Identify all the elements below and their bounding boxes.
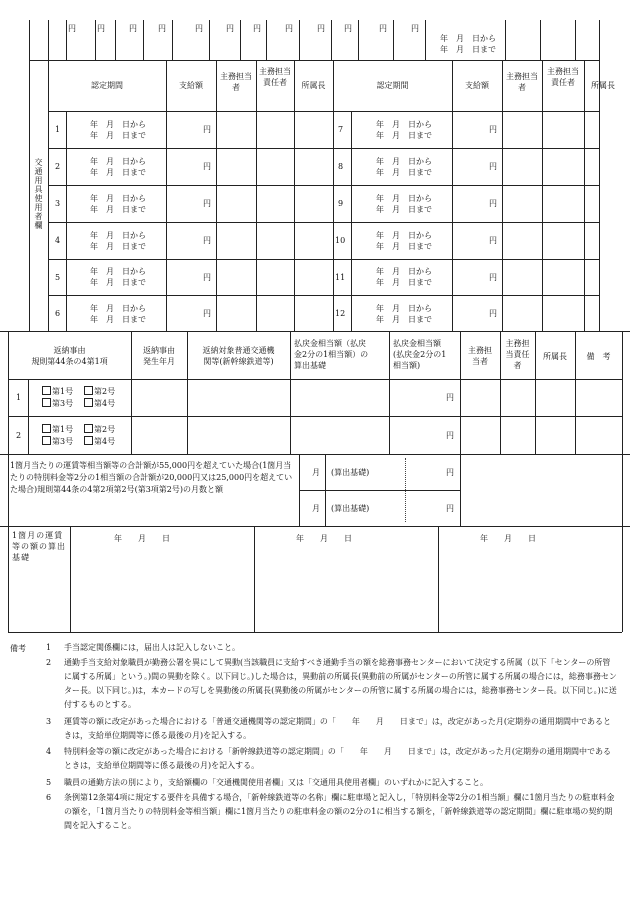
header-staff: 主務担当者	[220, 72, 252, 92]
header-subject: 返納対象普通交通機 関等(新幹線鉄道等)	[202, 346, 275, 366]
header-amount: 支給額	[179, 81, 203, 90]
period-from: 年 月 日から	[440, 34, 496, 43]
yen-label: 円	[285, 24, 293, 33]
header-chief: 所属長	[543, 352, 567, 361]
yen-label: 円	[158, 24, 166, 33]
checkbox-icon	[42, 436, 51, 445]
header-staff: 主務担 当者	[468, 346, 492, 366]
note-item: 2 通勤手当支給対象職員が勤務公署を異にして異動(当該職員に支給すべき通勤手当の額を総務事務センターにおいて決定する所属（以下「センターの所管に属する所属」という。)間の異動を除く。以下同じ。)した場合は，異動前の所属長(異動前の所属がセンターの所管に属する所属の場合には，総務事務センター長。以下同じ。)は，本カードの写しを異動後の所属長(異動後の所属がセンターの所管に属する所属の場合には，総務事務センター長。以下同じ。)に送付するものとする。	[46, 658, 617, 709]
yen-label: 円	[253, 24, 261, 33]
note-item: 3 運賃等の額に改定があった場合における「普通交通機関等の認定期間」の「 年 月 日まで」は，改定があった月(定期券の通用期間中であるときは，支給単位期間等に係る最後の月)を記入する。	[46, 717, 611, 740]
header-remarks: 備 考	[586, 352, 611, 361]
checkbox-option[interactable]: 第2号	[84, 424, 115, 435]
header-refund-amount: 払戻金相当額 (払戻金2分の1 相当額)	[393, 339, 447, 370]
checkbox-icon	[42, 386, 51, 395]
header-period: 認定期間	[376, 81, 409, 90]
header-staff-resp: 主務担 当責任 者	[505, 339, 530, 370]
checkbox-option[interactable]: 第1号	[42, 386, 73, 397]
note-item: 4 特別料金等の額に改定があった場合における「新幹線鉄道等の認定期間」の「 年 月 日まで」は，改定があった月(定期券の通用期間中であるときは，支給単位期間等に係る最後の月)を記入する。	[46, 747, 611, 770]
header-reason: 返納事由 規則第44条の4第1項	[31, 346, 108, 366]
header-staff-resp: 主務担当責任者	[547, 67, 579, 87]
checkbox-icon	[84, 436, 93, 445]
checkbox-option[interactable]: 第4号	[84, 436, 115, 447]
header-chief: 所属長	[301, 81, 326, 90]
excess-description: 1箇月当たりの運賃等相当額等の合計額が55,000円を超えていた場合(1箇月当たりの特別料金等2分の1相当額の合計額が20,000円又は25,000円を超えていた場合)規則第44条の4第2項第2号(第3項第2号)の月数と額	[10, 461, 293, 494]
header-staff-resp: 主務担当責任者	[259, 67, 291, 87]
checkbox-option[interactable]: 第2号	[84, 386, 115, 397]
monthly-label: 1箇月の運賃等の額の算出基礎	[12, 531, 66, 562]
checkbox-icon	[84, 386, 93, 395]
checkbox-option[interactable]: 第4号	[84, 398, 115, 409]
yen-label: 円	[379, 24, 387, 33]
header-staff: 主務担当者	[506, 72, 538, 92]
notes-head: 備考	[10, 644, 26, 653]
checkbox-icon	[84, 398, 93, 407]
note-item: 1 手当認定関係欄には，届出人は記入しないこと。	[46, 643, 240, 652]
yen-label: 円	[68, 24, 76, 33]
header-amount: 支給額	[465, 81, 489, 90]
header-basis: 払戻金相当額（払戻 金2分の1相当額）の 算出基礎	[294, 339, 369, 370]
yen-label: 円	[226, 24, 234, 33]
yen-label: 円	[411, 24, 419, 33]
note-item: 5 職員の通勤方法の別により，支給額欄の「交通機関使用者欄」又は「交通用具使用者欄」のいずれかに記入すること。	[46, 778, 488, 787]
period-to: 年 月 日まで	[440, 45, 496, 54]
note-item: 6 条例第12条第4項に規定する要件を具備する場合，「新幹線鉄道等の名称」欄に駐車場と記入し，「特別料金等2分の1相当額」欄に1箇月当たりの駐車料金の額を，「1箇月当たりの特別料金等相当額」欄に1箇月当たりの駐車料金の額の2分の1に相当する額を，「新幹線鉄道等の認定期間」欄に駐車場の契約期間を記入すること。	[46, 793, 615, 830]
yen-label: 円	[195, 24, 203, 33]
yen-label: 円	[344, 24, 352, 33]
header-chief: 所属長	[591, 81, 615, 90]
header-period: 認定期間	[91, 81, 123, 90]
header-date: 返納事由 発生年月	[143, 346, 175, 366]
checkbox-icon	[42, 424, 51, 433]
section-label: 交通用具使用者欄	[34, 158, 43, 230]
checkbox-option[interactable]: 第3号	[42, 436, 73, 447]
yen-label: 円	[317, 24, 325, 33]
checkbox-option[interactable]: 第3号	[42, 398, 73, 409]
yen-label: 円	[97, 24, 105, 33]
yen-label: 円	[129, 24, 137, 33]
checkbox-option[interactable]: 第1号	[42, 424, 73, 435]
checkbox-icon	[84, 424, 93, 433]
checkbox-icon	[42, 398, 51, 407]
